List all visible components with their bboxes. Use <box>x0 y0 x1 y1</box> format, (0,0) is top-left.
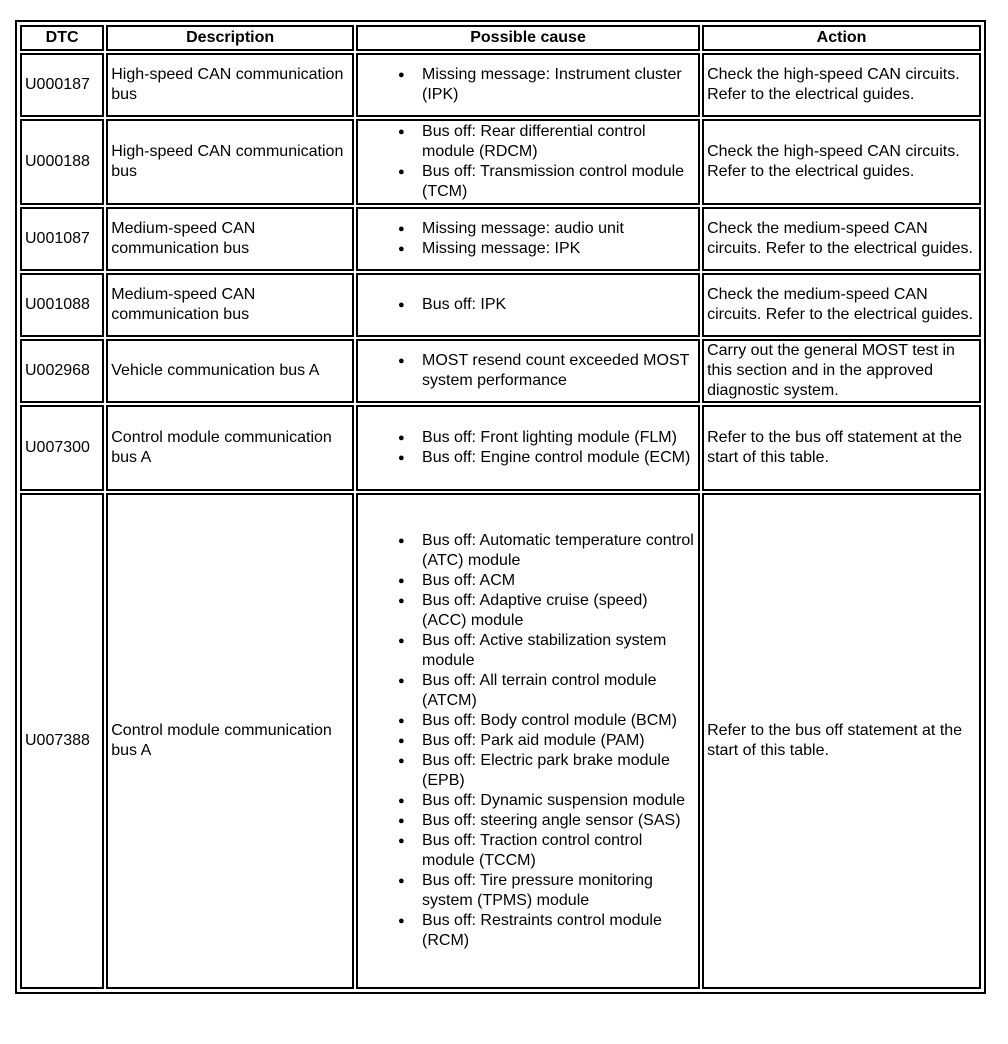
cause-item: ● Missing message: Instrument cluster (IPK) <box>422 65 696 105</box>
dtc-code: U007300 <box>20 405 104 491</box>
action-text: Carry out the general MOST test in this section and in the approved diagnostic system. <box>702 339 981 403</box>
table-row <box>20 493 981 989</box>
cause-item: ● Missing message: audio unit <box>422 219 696 239</box>
cause-item: ● Bus off: Rear differential control module (RDCM) <box>422 122 696 162</box>
cause-list <box>360 531 696 951</box>
cause-item: ● Bus off: All terrain control module (ATCM) <box>422 671 696 711</box>
dtc-code: U000188 <box>20 119 104 205</box>
dtc-table <box>18 23 983 991</box>
cause-item: ● Bus off: Engine control module (ECM) <box>422 448 696 468</box>
cause-item: ● Bus off: Dynamic suspension module <box>422 791 696 811</box>
cause-item: ● Bus off: steering angle sensor (SAS) <box>422 811 696 831</box>
possible-cause-cell <box>356 405 700 491</box>
dtc-code: U001087 <box>20 207 104 271</box>
dtc-description: Control module communication bus A <box>106 493 354 989</box>
dtc-description: Medium-speed CAN communication bus <box>106 207 354 271</box>
possible-cause-cell <box>356 273 700 337</box>
cause-item: ● Bus off: Restraints control module (RCM) <box>422 911 696 951</box>
action-text: Check the high-speed CAN circuits. Refer to the electrical guides. <box>702 119 981 205</box>
table-body <box>20 53 981 989</box>
cause-item: ● Bus off: Active stabilization system module <box>422 631 696 671</box>
header-description: Description <box>106 25 354 51</box>
dtc-description: High-speed CAN communication bus <box>106 119 354 205</box>
cause-list <box>360 428 696 468</box>
cause-item: ● Bus off: IPK <box>422 295 696 315</box>
table-header-row <box>20 25 981 51</box>
cause-item: ● Bus off: Automatic temperature control (ATC) module <box>422 531 696 571</box>
cause-item: ● MOST resend count exceeded MOST system performance <box>422 351 696 391</box>
action-text: Check the medium-speed CAN circuits. Refer to the electrical guides. <box>702 207 981 271</box>
action-text: Check the medium-speed CAN circuits. Refer to the electrical guides. <box>702 273 981 337</box>
table-row <box>20 339 981 403</box>
cause-list <box>360 295 696 315</box>
cause-item: ● Bus off: Front lighting module (FLM) <box>422 428 696 448</box>
action-text: Refer to the bus off statement at the start of this table. <box>702 493 981 989</box>
dtc-code: U000187 <box>20 53 104 117</box>
cause-item: ● Bus off: Park aid module (PAM) <box>422 731 696 751</box>
cause-item: ● Bus off: ACM <box>422 571 696 591</box>
cause-item: ● Bus off: Electric park brake module (EPB) <box>422 751 696 791</box>
header-possible-cause: Possible cause <box>356 25 700 51</box>
cause-item: ● Bus off: Adaptive cruise (speed) (ACC) module <box>422 591 696 631</box>
possible-cause-cell <box>356 339 700 403</box>
possible-cause-cell <box>356 119 700 205</box>
header-action: Action <box>702 25 981 51</box>
table-row <box>20 207 981 271</box>
cause-item: ● Bus off: Traction control control module (TCCM) <box>422 831 696 871</box>
action-text: Refer to the bus off statement at the start of this table. <box>702 405 981 491</box>
cause-list <box>360 65 696 105</box>
dtc-description: High-speed CAN communication bus <box>106 53 354 117</box>
table-row <box>20 273 981 337</box>
cause-list <box>360 122 696 202</box>
dtc-code: U002968 <box>20 339 104 403</box>
table-row <box>20 405 981 491</box>
cause-item: ● Bus off: Body control module (BCM) <box>422 711 696 731</box>
table-row <box>20 119 981 205</box>
cause-item: ● Bus off: Tire pressure monitoring system (TPMS) module <box>422 871 696 911</box>
cause-item: ● Bus off: Transmission control module (TCM) <box>422 162 696 202</box>
cause-item: ● Missing message: IPK <box>422 239 696 259</box>
cause-list <box>360 219 696 259</box>
action-text: Check the high-speed CAN circuits. Refer to the electrical guides. <box>702 53 981 117</box>
cause-list <box>360 351 696 391</box>
dtc-description: Vehicle communication bus A <box>106 339 354 403</box>
dtc-code: U007388 <box>20 493 104 989</box>
dtc-description: Medium-speed CAN communication bus <box>106 273 354 337</box>
possible-cause-cell <box>356 207 700 271</box>
dtc-code: U001088 <box>20 273 104 337</box>
dtc-description: Control module communication bus A <box>106 405 354 491</box>
dtc-table-frame <box>15 20 986 994</box>
possible-cause-cell <box>356 493 700 989</box>
table-row <box>20 53 981 117</box>
header-dtc: DTC <box>20 25 104 51</box>
possible-cause-cell <box>356 53 700 117</box>
